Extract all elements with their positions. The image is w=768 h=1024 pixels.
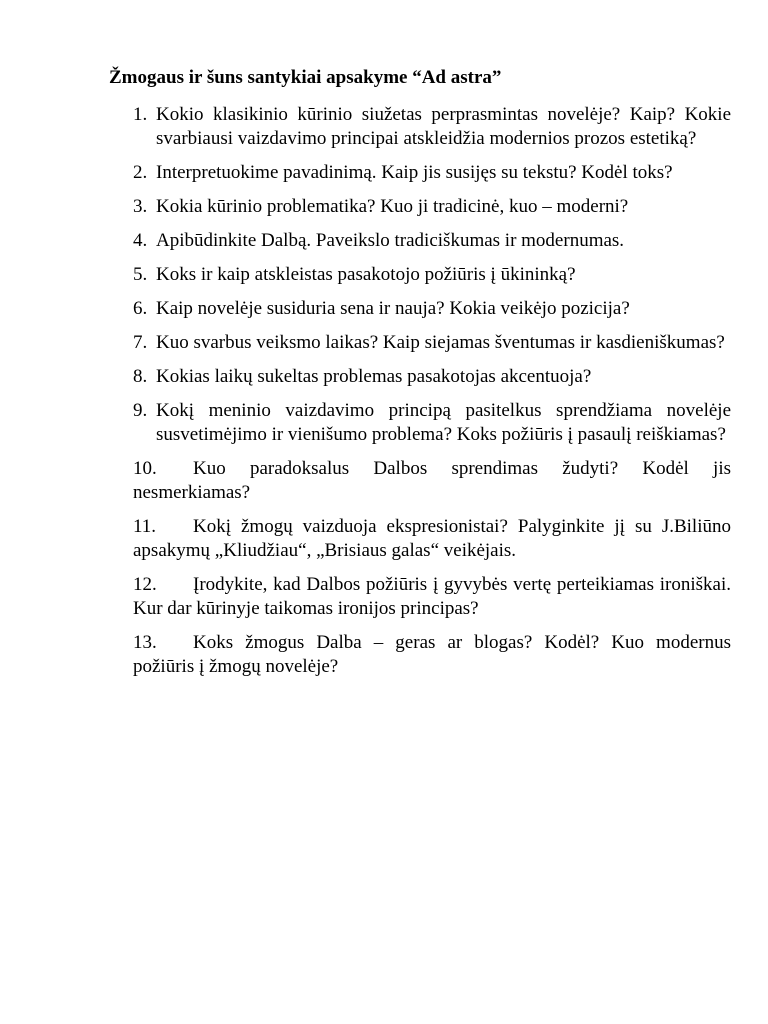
item-number: 6.: [133, 298, 148, 319]
item-text: Kokį žmogų vaizduoja ekspresionistai? Palyginkite jį su J.Biliūno apsakymų „Kliudžiau“, „Brisiaus galas“ veikėjais.: [133, 516, 731, 561]
question-list: [133, 103, 731, 689]
list-item: [133, 399, 731, 447]
list-item: [133, 365, 731, 389]
list-item: [133, 195, 731, 219]
item-text: Koks ir kaip atskleistas pasakotojo požiūris į ūkininką?: [156, 264, 576, 285]
list-item: [133, 161, 731, 185]
list-item: [133, 229, 731, 253]
item-text: Kuo svarbus veiksmo laikas? Kaip siejamas šventumas ir kasdieniškumas?: [156, 332, 725, 353]
item-number: 1.: [133, 104, 148, 125]
list-item: [133, 331, 731, 355]
item-text: Įrodykite, kad Dalbos požiūris į gyvybės vertę perteikiamas ironiškai. Kur dar kūrinyje taikomas ironijos principas?: [133, 574, 731, 619]
item-number: 3.: [133, 196, 148, 217]
item-text: Kokias laikų sukeltas problemas pasakotojas akcentuoja?: [156, 366, 592, 387]
item-number: 4.: [133, 230, 148, 251]
item-text: Kokio klasikinio kūrinio siužetas perprasmintas novelėje? Kaip? Kokie svarbiausi vaizdavimo principai atskleidžia modernios prozos estetiką?: [156, 104, 731, 149]
item-text: Apibūdinkite Dalbą. Paveikslo tradiciškumas ir modernumas.: [156, 230, 625, 251]
list-item: [133, 103, 731, 151]
item-number: 13.: [133, 632, 157, 653]
item-text: Kokį meninio vaizdavimo principą pasitelkus sprendžiama novelėje susvetimėjimo ir vienišumo problema? Koks požiūris į pasaulį reiškiamas?: [156, 400, 731, 445]
list-item: [133, 515, 731, 563]
list-item: [133, 457, 731, 505]
list-item: [133, 263, 731, 287]
item-text: Interpretuokime pavadinimą. Kaip jis susijęs su tekstu? Kodėl toks?: [156, 162, 673, 183]
item-number: 12.: [133, 574, 157, 595]
list-item: [133, 631, 731, 679]
item-number: 9.: [133, 400, 148, 421]
item-text: Kuo paradoksalus Dalbos sprendimas žudyti? Kodėl jis nesmerkiamas?: [133, 458, 731, 503]
document-title: Žmogaus ir šuns santykiai apsakyme “Ad astra”: [109, 67, 502, 88]
list-item: [133, 573, 731, 621]
item-number: 8.: [133, 366, 148, 387]
item-number: 2.: [133, 162, 148, 183]
item-number: 11.: [133, 516, 157, 537]
item-number: 5.: [133, 264, 148, 285]
item-text: Kaip novelėje susiduria sena ir nauja? Kokia veikėjo pozicija?: [156, 298, 630, 319]
list-item: [133, 297, 731, 321]
item-number: 7.: [133, 332, 148, 353]
item-number: 10.: [133, 458, 157, 479]
item-text: Koks žmogus Dalba – geras ar blogas? Kodėl? Kuo modernus požiūris į žmogų novelėje?: [133, 632, 731, 677]
item-text: Kokia kūrinio problematika? Kuo ji tradicinė, kuo – moderni?: [156, 196, 629, 217]
